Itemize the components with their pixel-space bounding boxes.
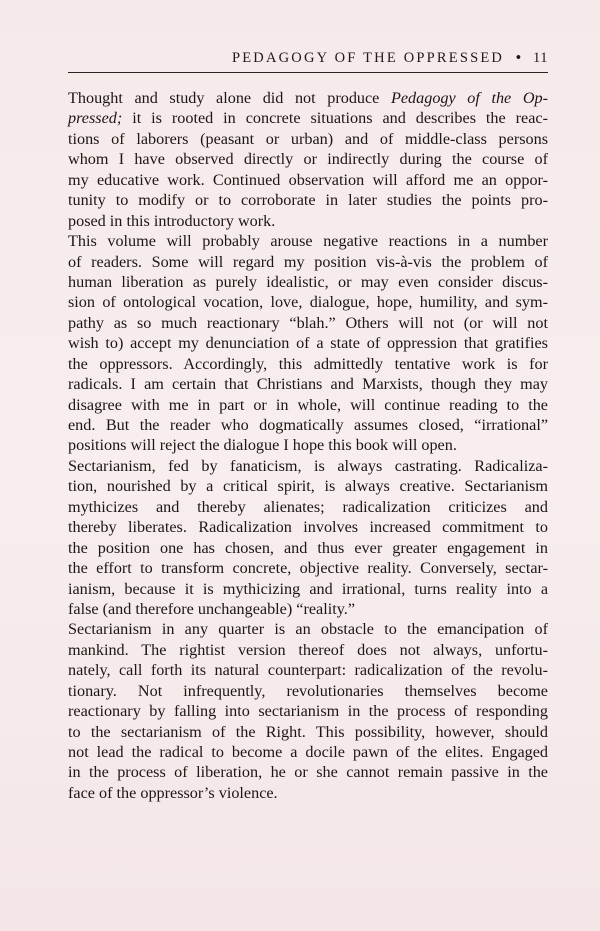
text-line: tion, nourished by a critical spirit, is always creative. Sectarianism (68, 477, 548, 496)
text-line: end. But the reader who dogmatically assumes closed, “irrational” (68, 416, 548, 434)
page-number: 11 (533, 50, 548, 66)
text-line: of readers. Some will regard my position vis-à-vis the problem of (68, 252, 548, 271)
text-line: face of the oppressor’s violence. (68, 783, 278, 802)
header-rule (68, 72, 548, 73)
text-line: human liberation as purely idealistic, or may even consider discus- (68, 272, 548, 291)
paragraph-2 (68, 231, 548, 456)
text-line: not lead the radical to become a docile pawn of the elites. Engaged (68, 743, 548, 761)
text-line: mythicizes and thereby alienates; radicalization criticizes and (68, 497, 548, 516)
text-line: tions of laborers (peasant or urban) and of middle-class persons (68, 129, 548, 148)
text-line: tunity to modify or to corroborate in later studies the points pro- (68, 191, 548, 210)
text-span: it is rooted in concrete situations and describes the reac- (122, 109, 548, 128)
running-head-title: PEDAGOGY OF THE OPPRESSED (231, 50, 505, 66)
text-line: my educative work. Continued observation will afford me an oppor- (68, 170, 548, 189)
text-span: Thought and study alone did not produce (68, 89, 391, 107)
text-line (68, 88, 548, 108)
text-line: in the process of liberation, he or she cannot remain passive in the (68, 763, 548, 782)
text-line: thereby liberates. Radicalization involves increased commitment to (68, 518, 548, 537)
paragraph-4 (68, 619, 548, 803)
text-line: false (and therefore unchangeable) “reality.” (68, 599, 356, 618)
text-line: mankind. The rightist version thereof does not always, unfortu- (68, 640, 548, 659)
text-line: to the sectarianism of the Right. This possibility, however, should (68, 722, 548, 741)
text-line: Sectarianism, fed by fanaticism, is always castrating. Radicaliza- (68, 456, 548, 475)
text-line: whom I have observed directly or indirectly during the course of (68, 150, 548, 169)
running-head-separator: • (515, 50, 524, 66)
italic-title: Pedagogy of the Op- (390, 89, 548, 107)
text-line: pathy as so much reactionary “blah.” Others will not (or will not (68, 313, 548, 332)
text-line: ianism, because it is mythicizing and irrational, turns reality into a (68, 579, 548, 598)
text-line: radicals. I am certain that Christians and Marxists, though they may (68, 375, 548, 394)
paragraph-1 (68, 88, 548, 231)
text-line: nately, call forth its natural counterpart: radicalization of the revolu- (68, 661, 548, 680)
text-line: Sectarianism in any quarter is an obstacle to the emancipation of (68, 620, 548, 639)
paragraph-3 (68, 456, 548, 620)
text-line: posed in this introductory work. (68, 211, 276, 230)
text-line: the oppressors. Accordingly, this admittedly tentative work is for (68, 354, 548, 373)
text-line (68, 108, 548, 128)
running-head (68, 50, 548, 72)
text-line: tionary. Not infrequently, revolutionaries themselves become (68, 681, 548, 700)
text-line: sion of ontological vocation, love, dialogue, hope, humility, and sym- (68, 293, 548, 312)
text-line: reactionary by falling into sectarianism in the process of responding (68, 702, 548, 721)
body-text (68, 88, 548, 803)
text-line: This volume will probably arouse negative reactions in a number (68, 232, 548, 251)
text-line: wish to) accept my denunciation of a state of oppression that gratifies (68, 334, 548, 353)
text-line: the effort to transform concrete, objective reality. Conversely, sectar- (68, 559, 548, 578)
text-line: the position one has chosen, and thus ever greater engagement in (68, 538, 548, 557)
italic-title: pressed; (68, 109, 123, 128)
text-line: disagree with me in part or in whole, will continue reading to the (68, 395, 548, 414)
text-line: positions will reject the dialogue I hope this book will open. (68, 436, 457, 455)
